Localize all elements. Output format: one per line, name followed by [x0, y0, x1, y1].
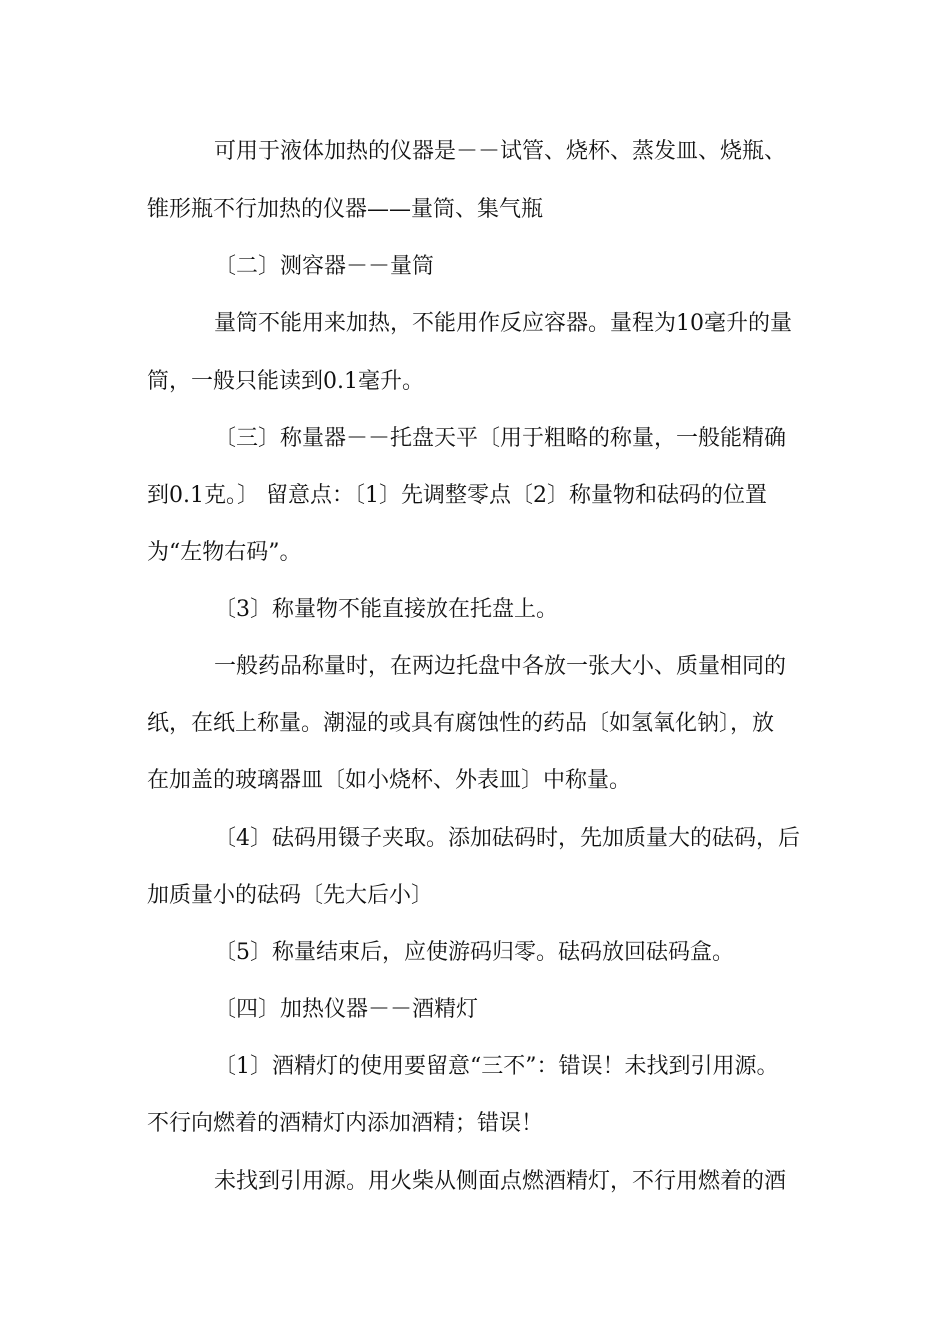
- text-line: 纸，在纸上称量。潮湿的或具有腐蚀性的药品〔如氢氧化钠〕，放: [147, 711, 775, 736]
- text-line: 未找到引用源。用火柴从侧面点燃酒精灯，不行用燃着的酒: [214, 1169, 787, 1194]
- text-line: 在加盖的玻璃器皿〔如小烧杯、外表皿〕中称量。: [147, 768, 632, 793]
- text-line: 筒，一般只能读到0.1毫升。: [147, 369, 424, 394]
- text-line: 〔3〕称量物不能直接放在托盘上。: [214, 597, 558, 622]
- text-line: 一般药品称量时，在两边托盘中各放一张大小、质量相同的: [214, 654, 787, 679]
- text-line: 可用于液体加热的仪器是－－试管、烧杯、蒸发皿、烧瓶、: [214, 139, 787, 164]
- text-line: 到0.1克。〕 留意点：〔1〕先调整零点〔2〕称量物和砝码的位置: [147, 483, 767, 508]
- text-line: 为“左物右码”。: [147, 540, 302, 565]
- text-line: 〔5〕称量结束后，应使游码归零。砝码放回砝码盒。: [214, 940, 734, 965]
- text-line: 量筒不能用来加热，不能用作反应容器。量程为10毫升的量: [214, 311, 792, 336]
- text-line: 〔4〕砝码用镊子夹取。添加砝码时，先加质量大的砝码，后: [214, 826, 800, 851]
- text-line: 加质量小的砝码〔先大后小〕: [147, 883, 434, 908]
- section-heading: 〔四〕加热仪器－－酒精灯: [214, 997, 479, 1022]
- section-heading: 〔二〕测容器－－量筒: [214, 254, 435, 279]
- text-line: 不行向燃着的酒精灯内添加酒精；错误！: [147, 1111, 544, 1136]
- section-heading: 〔三〕称量器－－托盘天平〔用于粗略的称量，一般能精确: [214, 426, 787, 451]
- text-line: 〔1〕酒精灯的使用要留意“三不”：错误！未找到引用源。: [214, 1054, 779, 1079]
- text-line: 锥形瓶不行加热的仪器——量筒、集气瓶: [147, 197, 544, 222]
